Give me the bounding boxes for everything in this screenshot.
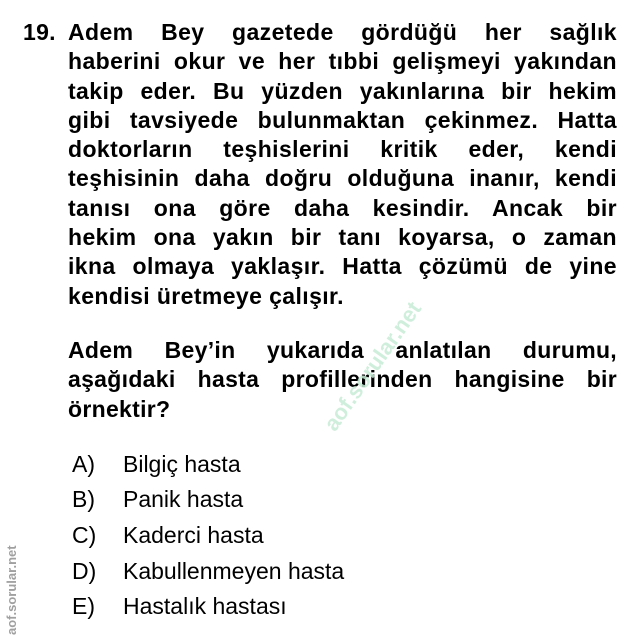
option-c[interactable] [72, 517, 344, 553]
option-text: Hastalık hastası [123, 593, 287, 620]
stem-line: doktorların teşhislerini kritik eder, kendi [68, 136, 617, 163]
stem-line: Adem Bey gazetede gördüğü her sağlık [68, 19, 617, 45]
option-text: Kabullenmeyen hasta [123, 557, 345, 584]
stem-line: takip eder. Bu yüzden yakınlarına bir hekim [68, 77, 617, 104]
stem-line: gibi tavsiyede bulunmaktan çekinmez. Hatta [68, 106, 617, 133]
option-letter: B) [72, 486, 95, 513]
stem-line: tanısı ona göre daha kesindir. Ancak bir [68, 194, 617, 221]
option-letter: C) [72, 521, 97, 548]
stem-line: haberini okur ve her tıbbi gelişmeyi yakından [68, 48, 617, 75]
option-text: Kaderci hasta [123, 521, 264, 548]
stem-line: hekim ona yakın bir tanı koyarsa, o zaman [68, 224, 617, 251]
answer-options [72, 446, 344, 624]
option-a[interactable] [72, 446, 344, 482]
stem-line: kendisi üretmeye çalışır. [68, 282, 344, 309]
stem-line: ikna olmaya yaklaşır. Hatta çözümü de yine [68, 253, 617, 280]
watermark-vertical: aof.sorular.net [4, 545, 19, 635]
option-e[interactable] [72, 588, 344, 624]
prompt-line: aşağıdaki hasta profillerinden hangisine bir [68, 366, 617, 393]
stem-line: teşhisinin daha doğru olduğuna inanır, kendi [68, 165, 617, 192]
option-text: Panik hasta [123, 486, 244, 513]
option-letter: E) [72, 593, 95, 620]
prompt-line: örnektir? [68, 395, 171, 422]
question-number: 19. [23, 19, 56, 45]
option-d[interactable] [72, 553, 344, 589]
option-letter: D) [72, 557, 97, 584]
question-stem [68, 18, 617, 311]
option-text: Bilgiç hasta [123, 450, 241, 477]
option-b[interactable] [72, 482, 344, 518]
option-letter: A) [72, 450, 95, 477]
prompt-line: Adem Bey’in yukarıda anlatılan durumu, [68, 337, 617, 363]
watermark-diagonal: aof.sorular.net [318, 296, 427, 436]
